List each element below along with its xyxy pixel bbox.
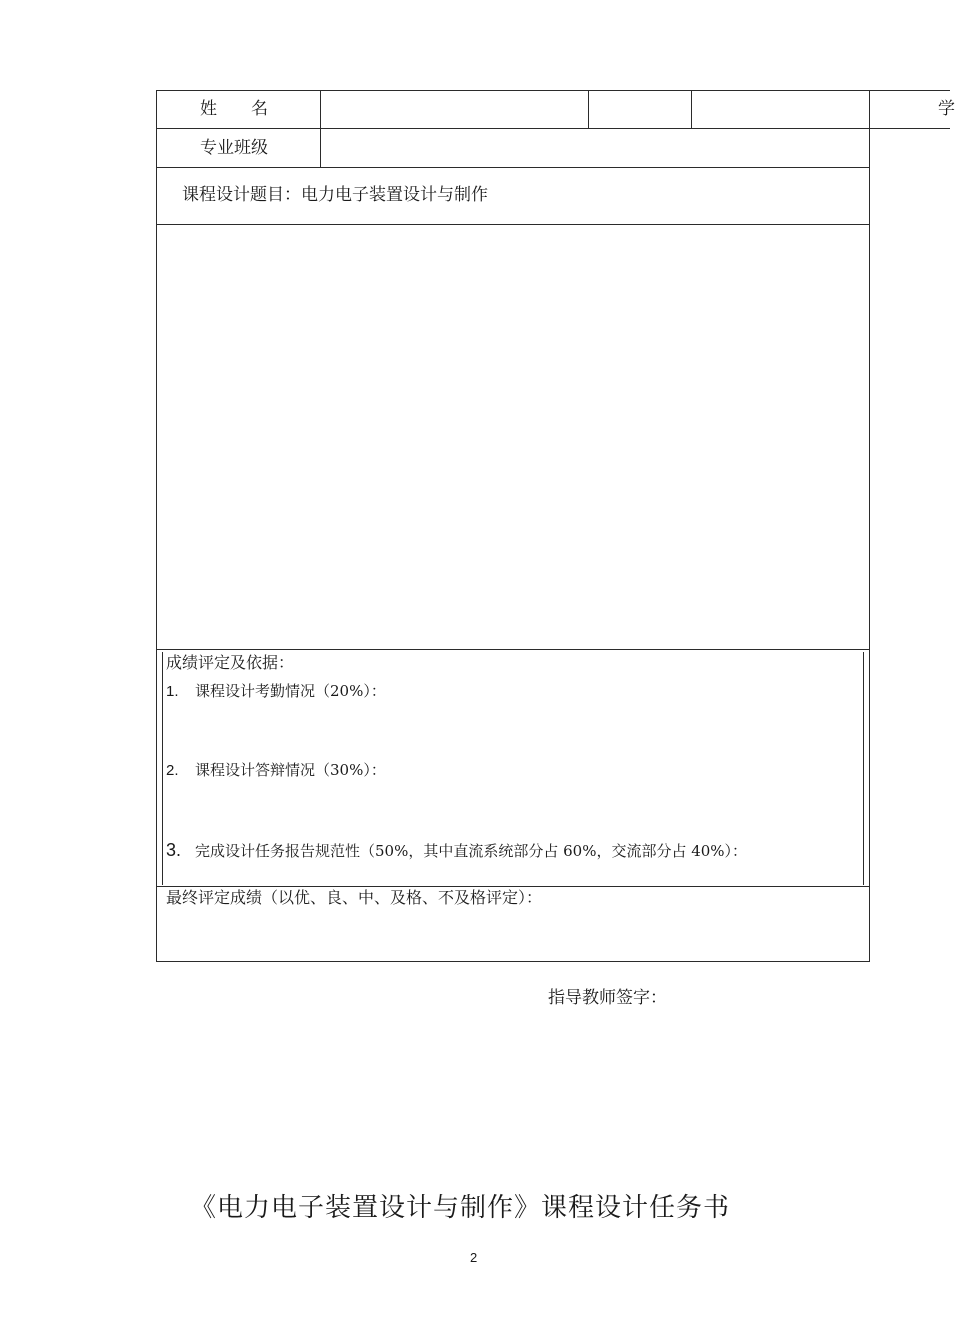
final-grade-label: 最终评定成绩（以优、良、中、及格、不及格评定）：	[166, 888, 543, 907]
grading-item-number: 2.	[166, 762, 179, 779]
grading-heading: 成绩评定及依据：	[166, 653, 295, 672]
grading-item-number: 3.	[166, 840, 182, 860]
grading-item-text: 课程设计答辩情况（30%）：	[195, 761, 386, 779]
grading-item-number: 1.	[166, 683, 179, 700]
class-label: 专业班级	[200, 138, 268, 158]
topic-value: 电力电子装置设计与制作	[301, 185, 488, 205]
grading-inner-right-border	[863, 652, 864, 885]
blank-cell-a[interactable]	[588, 90, 692, 129]
student-id-top-border	[869, 90, 950, 91]
name-value-cell[interactable]	[320, 90, 589, 129]
topic-label: 课程设计题目：	[182, 185, 301, 205]
grading-item-2	[166, 763, 386, 778]
name-label: 姓 名	[200, 99, 268, 119]
grading-item-3	[166, 841, 747, 859]
content-cell[interactable]	[156, 224, 870, 650]
page-number: 2	[470, 1250, 478, 1265]
signature-label: 指导教师签字：	[548, 988, 667, 1008]
grading-item-text: 完成设计任务报告规范性（50%，其中直流系统部分占 60%，交流部分占 40%）：	[195, 842, 748, 860]
student-id-label-partial: 学	[938, 99, 955, 119]
class-value-cell[interactable]	[320, 128, 870, 168]
grading-inner-left-border	[162, 652, 163, 885]
grading-item-1	[166, 684, 386, 699]
next-section-title: 《电力电子装置设计与制作》课程设计任务书	[190, 1193, 731, 1223]
grading-item-text: 课程设计考勤情况（20%）：	[195, 682, 386, 700]
topic-row	[182, 187, 488, 204]
blank-cell-b[interactable]	[691, 90, 870, 129]
student-id-bottom-border	[869, 128, 950, 129]
